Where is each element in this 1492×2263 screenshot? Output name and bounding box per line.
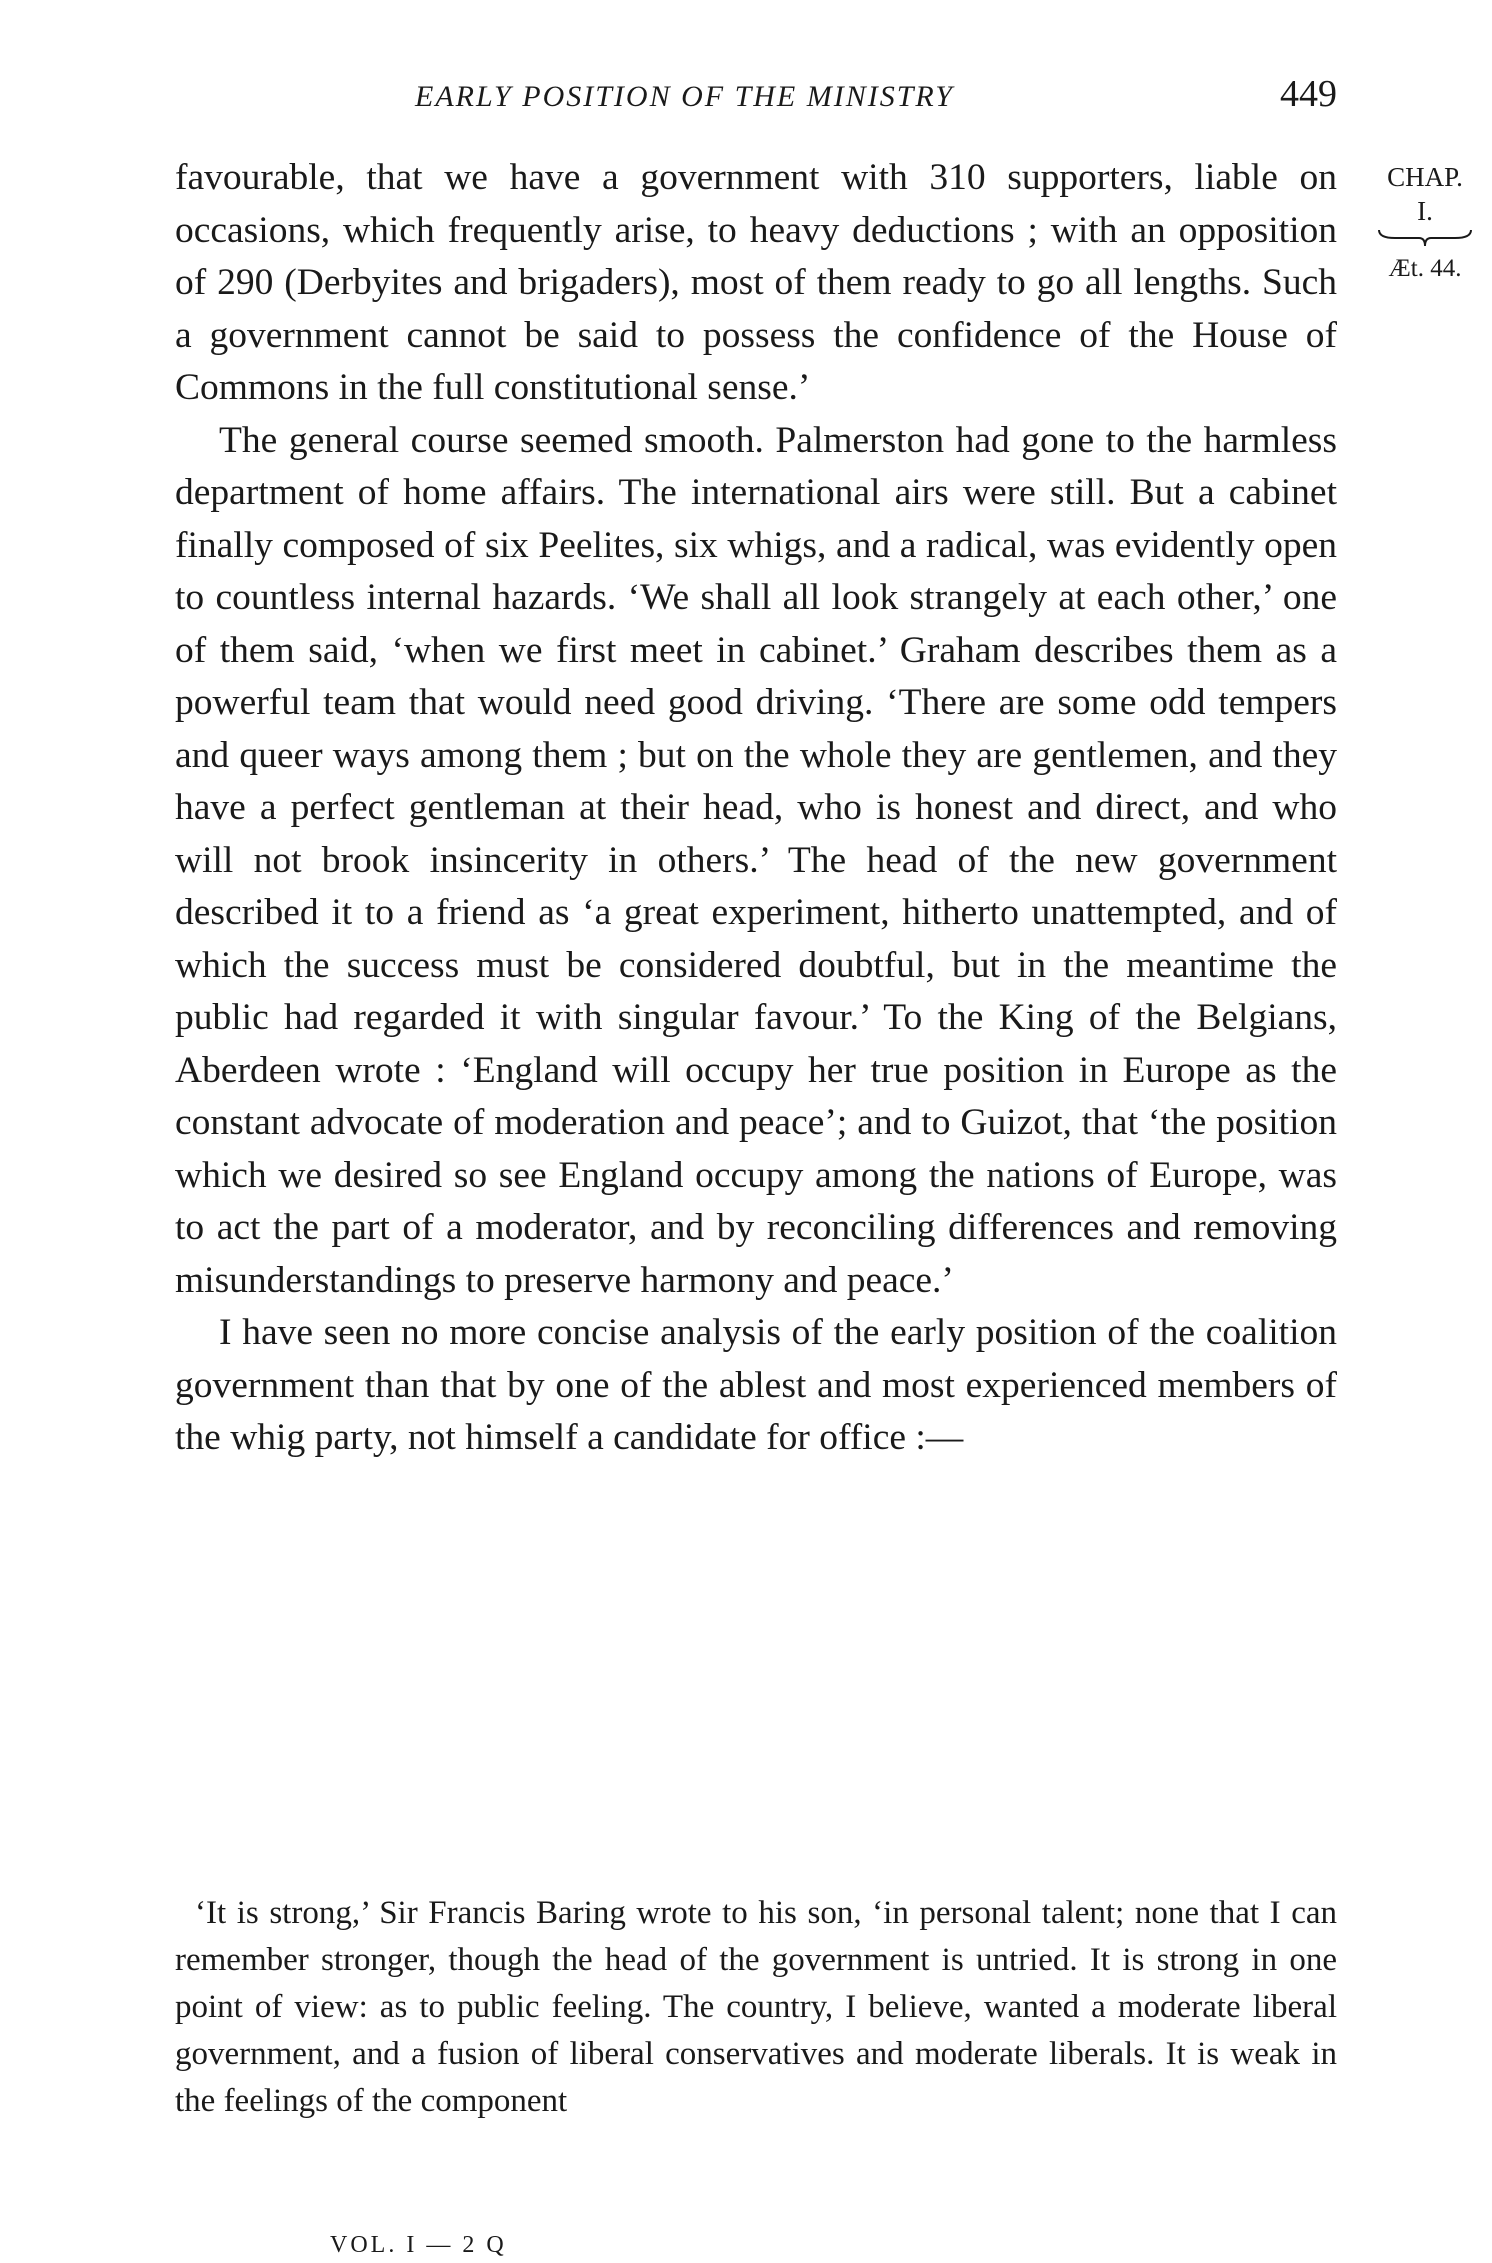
- margin-note: [1365, 160, 1485, 286]
- paragraph: I have seen no more concise analysis of the early position of the coalition government than that by one of the ablest and most experienced members of the whig party, not himself a candidate for office :—: [175, 1312, 1337, 1458]
- quote-text: ‘It is strong,’ Sir Francis Baring wrote to his son, ‘in personal talent; none that I can remember stronger, though the head of the government is untried. It is strong in one point of view: as to public feeling. The country, I believe, wanted a moderate liberal government, and a fusion of liberal conservatives and moderate liberals. It is weak in the feelings of the component: [175, 1895, 1337, 2119]
- body-text: [175, 152, 1337, 1465]
- running-title: EARLY POSITION OF THE MINISTRY: [415, 80, 954, 113]
- margin-age: Æt. 44.: [1388, 255, 1462, 282]
- printer-signature: VOL. I — 2 Q: [330, 2232, 507, 2258]
- block-quote: [175, 1890, 1337, 2125]
- page-number: 449: [1280, 73, 1337, 115]
- paragraph-continued: favourable, that we have a government with 310 supporters, liable on occasions, which frequently arise, to heavy deductions ; with an opposition of 290 (Derbyites and brigaders), most of them ready to go all lengths. Such a government cannot be said to possess the confidence of the House of Commons in the full constitutional sense.’: [175, 157, 1337, 408]
- running-head: [175, 72, 1337, 122]
- paragraph: The general course seemed smooth. Palmerston had gone to the harmless department of home affairs. The international airs were still. But a cabinet finally composed of six Peelites, six whigs, and a radical, was evidently open to countless internal hazards. ‘We shall all look strangely at each other,’ one of them said, ‘when we first meet in cabinet.’ Graham describes them as a powerful team that would need good driving. ‘There are some odd tempers and queer ways among them ; but on the whole they are gentlemen, and they have a perfect gentleman at their head, who is honest and direct, and who will not brook insincerity in others.’ The head of the new government described it to a friend as ‘a great experiment, hitherto unattempted, and of which the success must be considered doubtful, but in the meantime the public had regarded it with singular favour.’ To the King of the Belgians, Aberdeen wrote : ‘England will occupy her true position in Europe as the constant advocate of moderation and peace’; and to Guizot, that ‘the position which we desired so see England occupy among the nations of Europe, was to act the part of a moderator, and by reconciling differences and removing misunderstandings to preserve harmony and peace.’: [175, 419, 1337, 1301]
- margin-chap-number: I.: [1417, 196, 1433, 226]
- brace-icon: [1375, 228, 1475, 248]
- margin-chap-label: CHAP.: [1387, 162, 1463, 192]
